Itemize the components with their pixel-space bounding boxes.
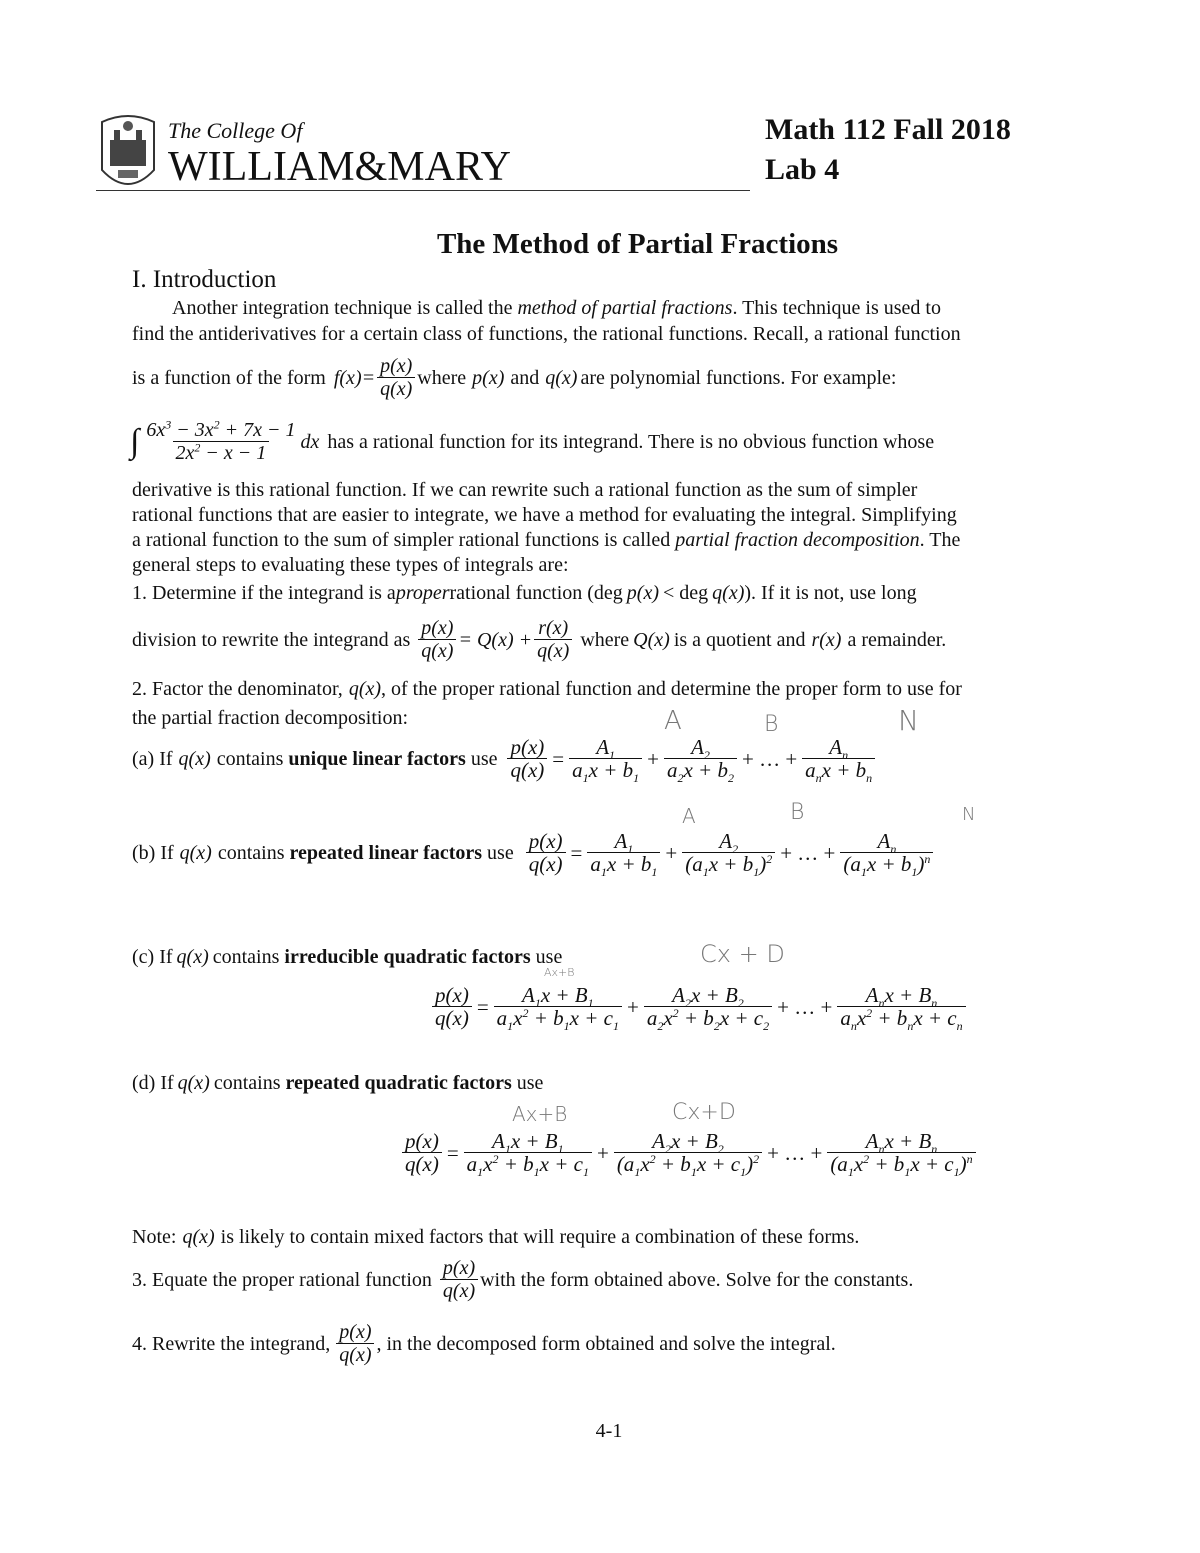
case-c: (c) If q(x) contains irreducible quadratic factors use (132, 946, 563, 968)
course-name: Math 112 Fall 2018 (765, 113, 1011, 146)
intro-line-6: a rational function to the sum of simpler rational functions is called partial fraction decomposition. The (132, 529, 961, 551)
header-rule (96, 190, 750, 191)
step-2-line-2: the partial fraction decomposition: (132, 707, 409, 729)
case-c-equation: $\frac{p(x)}{q(x)}$ = $\frac{A_1x + B_1}{a_1x^2 + b_1x + c_1}$ + $\frac{A_2x + B_2}{a_2x^2 + b_2x + c_2}$ + … + $\frac{A_nx + B_n}{a_nx^2 + b_nx + c_n}$ (430, 984, 968, 1030)
case-a: (a) If q(x) contains unique linear factors use $\frac{p(x)}{q(x)}$ = $\frac{A_1}{a_1x + b_1}$ + $\frac{A_2}{a_2x + b_2}$ + … + $\frac{A_n}{a_nx + b_n}$ (132, 736, 877, 782)
step-3: 3. Equate the proper rational function $\frac{p(x)}{q(x)}$ with the form obtained above. Solve for the constants. (132, 1257, 914, 1302)
intro-line-4: derivative is this rational function. If we can rewrite such a rational function as the sum of simpler (132, 479, 918, 501)
case-d: (d) If q(x) contains repeated quadratic factors use (132, 1072, 544, 1094)
college-crest-icon (96, 112, 160, 198)
step-1: 1. Determine if the integrand is a proper rational function (deg p(x) < deg q(x) ). If it is not, use long (132, 582, 917, 604)
example-integral: ∫ $\frac{6x^3 - 3x^2 + 7x - 1}{2x^2 - x - 1}$ dx has a rational function for its integrand. There is no obvious function whose (130, 417, 935, 464)
handwritten-label-c: Cx + D (700, 940, 785, 968)
handwritten-label-b2: B (790, 800, 805, 825)
course-heading (765, 110, 1011, 190)
handwritten-label-b3: N (962, 804, 976, 825)
page-number: 4-1 (595, 1420, 623, 1442)
section-heading: I. Introduction (132, 266, 277, 293)
logo-tagline: The College Of (168, 118, 303, 143)
handwritten-label-d2: Cx+D (672, 1100, 736, 1125)
case-d-equation: $\frac{p(x)}{q(x)}$ = $\frac{A_1x + B_1}{a_1x^2 + b_1x + c_1}$ + $\frac{A_2x + B_2}{(a_1x^2 + b_1x + c_1)^2}$ + … + $\frac{A_nx + B_n}{(a_1x^2 + b_1x + c_1)^n}$ (400, 1130, 978, 1176)
lab-number: Lab 4 (765, 153, 840, 186)
handwritten-label-b1: A (682, 804, 696, 828)
handwritten-label-a3: N (898, 704, 919, 737)
step-4: 4. Rewrite the integrand, $\frac{p(x)}{q(x)}$ , in the decomposed form obtained and solve the integral. (132, 1321, 836, 1366)
intro-line-1: Another integration technique is called the method of partial fractions. This technique is used to (172, 297, 941, 319)
step-2: 2. Factor the denominator, q(x) , of the proper rational function and determine the proper form to use for (132, 678, 962, 700)
handwritten-label-a1: A (664, 706, 682, 736)
logo-wordmark: WILLIAM&MARY (168, 144, 511, 190)
term-decomposition: partial fraction decomposition (675, 529, 920, 551)
integral-sign-icon: ∫ (130, 423, 140, 460)
rational-function-definition: is a function of the form f(x)= $\frac{p(x)}{q(x)}$ where p(x) and q(x) are polynomial functions. For example: (132, 355, 897, 400)
intro-line-2: find the antiderivatives for a certain class of functions, the rational functions. Recall, a rational function (132, 323, 961, 345)
step-1-division: division to rewrite the integrand as $\frac{p(x)}{q(x)}$ = Q(x) + $\frac{r(x)}{q(x)}$ where Q(x) is a quotient and r(x) a remainder. (132, 617, 947, 662)
case-b: (b) If q(x) contains repeated linear factors use $\frac{p(x)}{q(x)}$ = $\frac{A_1}{a_1x + b_1}$ + $\frac{A_2}{(a_1x + b_1)^2}$ + … + $\frac{A_n}{(a_1x + b_1)^n}$ (132, 830, 935, 876)
intro-line-5: rational functions that are easier to integrate, we have a method for evaluating the integral. Simplifying (132, 504, 957, 526)
handwritten-label-c-small: Ax+B (544, 966, 575, 979)
intro-line-7: general steps to evaluating these types of integrals are: (132, 554, 569, 576)
fraction-p-over-q: $\frac{p(x)}{q(x)}$ (377, 356, 415, 400)
page-title: The Method of Partial Fractions (436, 228, 839, 260)
handwritten-label-a2: B (764, 712, 779, 737)
term-partial-fractions: method of partial fractions (517, 297, 733, 319)
handwritten-label-d1: Ax+B (512, 1102, 568, 1126)
note: Note: q(x) is likely to contain mixed factors that will require a combination of these forms. (132, 1226, 860, 1248)
